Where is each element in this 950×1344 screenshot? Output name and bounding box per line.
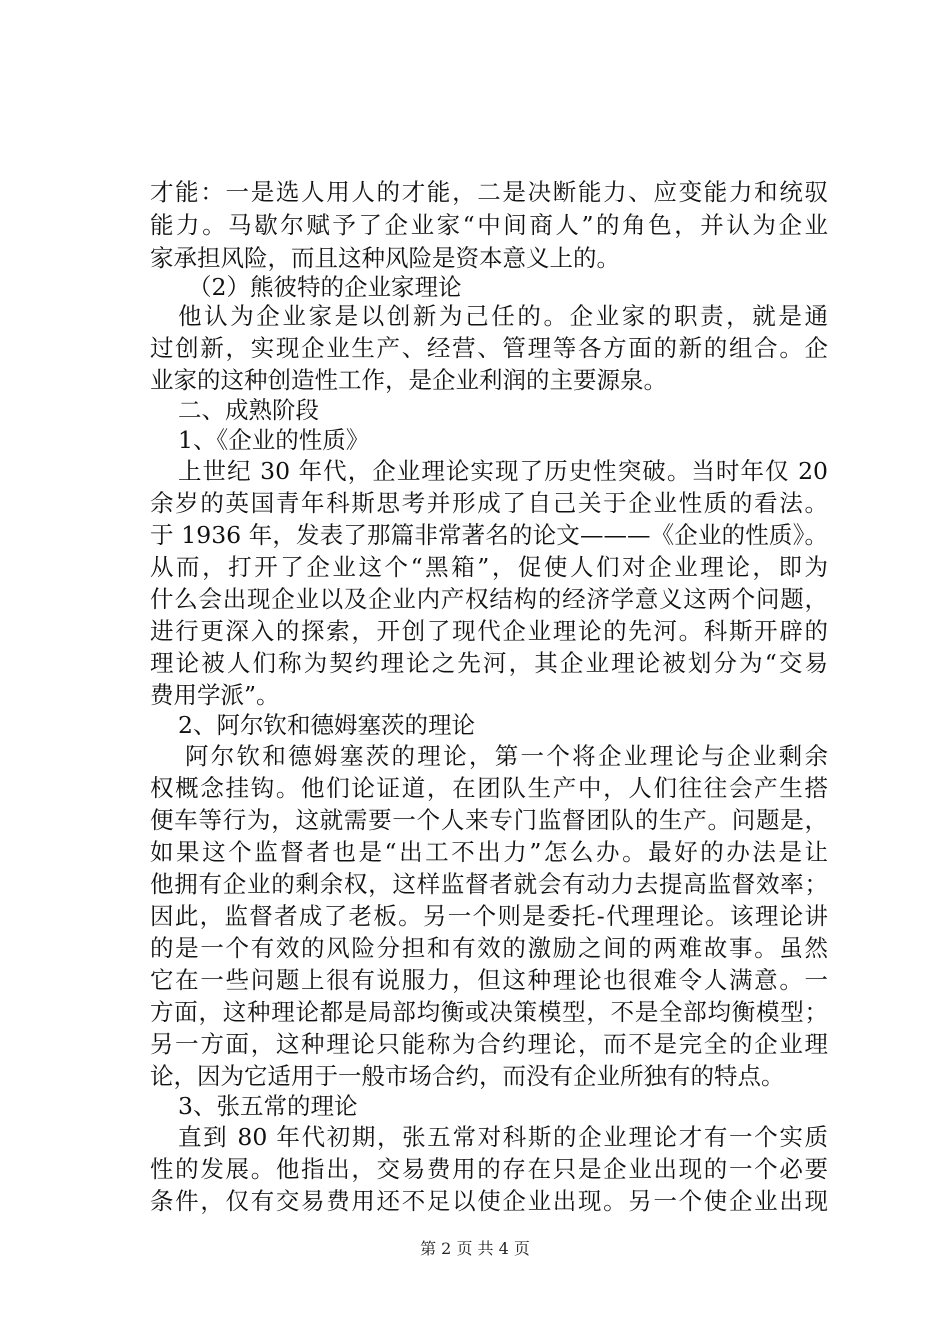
section-heading: （2）熊彼特的企业家理论 [188, 273, 462, 301]
paragraph-line: 他认为企业家是以创新为己任的。企业家的职责，就是通 [178, 302, 828, 330]
paragraph-line: 因此，监督者成了老板。另一个则是委托-代理理论。该理论讲 [150, 902, 828, 930]
paragraph-line: 上世纪 30 年代，企业理论实现了历史性突破。当时年仅 20 [178, 457, 828, 485]
paragraph-line: 方面，这种理论都是局部均衡或决策模型，不是全部均衡模型； [150, 998, 828, 1026]
paragraph-line: 于 1936 年，发表了那篇非常著名的论文———《企业的性质》。 [150, 521, 828, 549]
paragraph-line: 什么会出现企业以及企业内产权结构的经济学意义这两个问题， [150, 585, 828, 613]
paragraph-line: 他拥有企业的剩余权，这样监督者就会有动力去提高监督效率； [150, 870, 828, 898]
paragraph-line: 余岁的英国青年科斯思考并形成了自己关于企业性质的看法。 [150, 489, 828, 517]
section-heading: 2、阿尔钦和德姆塞茨的理论 [178, 711, 475, 739]
paragraph-line: 过创新，实现企业生产、经营、管理等各方面的新的组合。企 [150, 334, 828, 362]
section-heading: 二、成熟阶段 [178, 396, 319, 424]
paragraph-line: 的是一个有效的风险分担和有效的激励之间的两难故事。虽然 [150, 934, 828, 962]
paragraph-line: 它在一些问题上很有说服力，但这种理论也很难令人满意。一 [150, 966, 828, 994]
paragraph-line: 条件，仅有交易费用还不足以使企业出现。另一个使企业出现 [150, 1187, 828, 1215]
paragraph-line: 进行更深入的探索，开创了现代企业理论的先河。科斯开辟的 [150, 617, 828, 645]
paragraph-line: 如果这个监督者也是“出工不出力”怎么办。最好的办法是让 [150, 838, 828, 866]
paragraph-line: 另一方面，这种理论只能称为合约理论，而不是完全的企业理 [150, 1030, 828, 1058]
paragraph-line: 便车等行为，这就需要一个人来专门监督团队的生产。问题是， [150, 806, 828, 834]
paragraph-line: 阿尔钦和德姆塞茨的理论，第一个将企业理论与企业剩余 [185, 742, 828, 770]
paragraph-line: 直到 80 年代初期，张五常对科斯的企业理论才有一个实质 [178, 1123, 828, 1151]
paragraph-line: 从而，打开了企业这个“黑箱”，促使人们对企业理论，即为 [150, 553, 828, 581]
paragraph-line: 才能：一是选人用人的才能，二是决断能力、应变能力和统驭 [150, 178, 828, 206]
page-footer: 第 2 页 共 4 页 [420, 1239, 530, 1258]
section-heading: 3、张五常的理论 [178, 1092, 358, 1120]
paragraph-line: 业家的这种创造性工作，是企业利润的主要源泉。 [150, 366, 667, 394]
section-heading: 1、《企业的性质》 [178, 426, 370, 454]
paragraph-line: 权概念挂钩。他们论证道，在团队生产中，人们往往会产生搭 [150, 774, 828, 802]
paragraph-line: 理论被人们称为契约理论之先河，其企业理论被划分为“交易 [150, 649, 828, 677]
paragraph-line: 家承担风险，而且这种风险是资本意义上的。 [150, 244, 620, 272]
paragraph-line: 性的发展。他指出，交易费用的存在只是企业出现的一个必要 [150, 1155, 828, 1183]
paragraph-line: 能力。马歇尔赋予了企业家“中间商人”的角色，并认为企业 [150, 211, 828, 239]
paragraph-line: 费用学派”。 [150, 681, 280, 709]
paragraph-line: 论，因为它适用于一般市场合约，而没有企业所独有的特点。 [150, 1062, 785, 1090]
